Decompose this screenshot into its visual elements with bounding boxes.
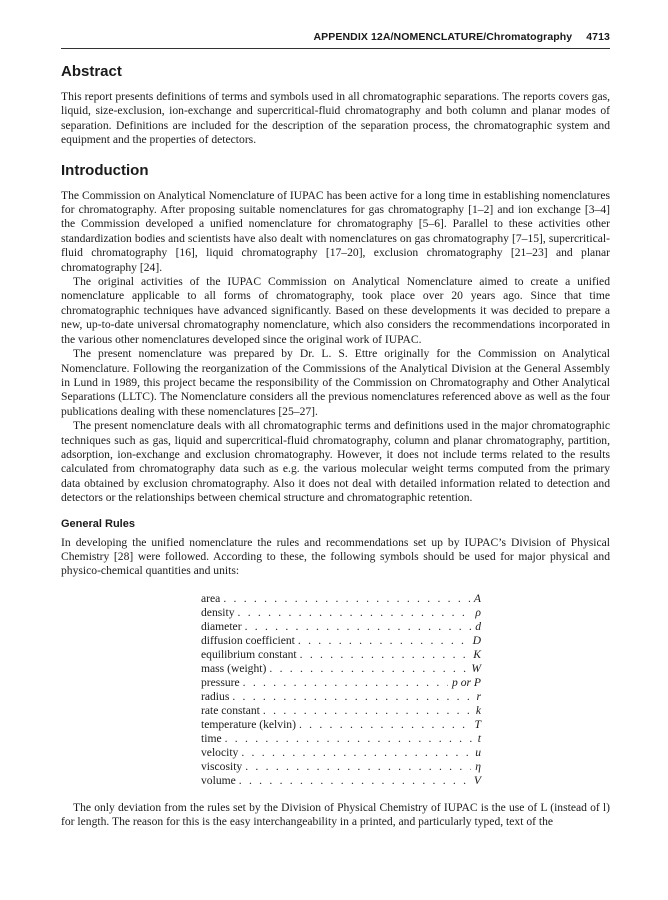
page-number: 4713 bbox=[586, 31, 610, 43]
quantity-name: time bbox=[201, 731, 222, 745]
quantity-symbol: r bbox=[476, 689, 481, 703]
abstract-heading: Abstract bbox=[61, 63, 122, 80]
symbol-row bbox=[201, 774, 481, 788]
leader-dots bbox=[245, 760, 471, 774]
leader-dots bbox=[223, 592, 470, 606]
quantity-name: rate constant bbox=[201, 703, 260, 717]
leader-dots bbox=[225, 732, 474, 746]
introduction-section bbox=[61, 162, 610, 506]
quantity-symbol: η bbox=[475, 759, 481, 773]
symbol-row bbox=[201, 718, 481, 732]
leader-dots bbox=[232, 690, 472, 704]
quantity-symbol: k bbox=[475, 703, 481, 717]
quantity-name: mass (weight) bbox=[201, 661, 267, 675]
quantity-name: diameter bbox=[201, 619, 242, 633]
quantity-symbol: W bbox=[471, 661, 481, 675]
symbol-row bbox=[201, 746, 481, 760]
intro-paragraph: The present nomenclature was prepared by Dr. L. S. Ettre originally for the Commission on Analytical Nomenclature. Following the reorganization of the Commissions of the Analytical Division at the General Assembly in Lund in 1989, this project became the responsibility of the Commission on Chromatography and Other Analytical Separations (LLTC). The Nomenclature considers all the previous nomenclatures referenced above as well as the four publications dealing with these nomenclatures [25–27]. bbox=[61, 347, 610, 418]
quantity-symbol: u bbox=[475, 745, 481, 759]
quantity-name: density bbox=[201, 605, 235, 619]
symbol-row bbox=[201, 704, 481, 718]
symbol-row bbox=[201, 662, 481, 676]
quantity-name: volume bbox=[201, 773, 236, 787]
quantity-name: area bbox=[201, 591, 221, 605]
symbol-row bbox=[201, 648, 481, 662]
leader-dots bbox=[245, 620, 472, 634]
general-rules-section bbox=[61, 517, 610, 830]
quantity-name: equilibrium constant bbox=[201, 647, 297, 661]
symbol-list bbox=[201, 592, 481, 788]
symbol-row bbox=[201, 732, 481, 746]
leader-dots bbox=[238, 606, 472, 620]
quantity-name: radius bbox=[201, 689, 230, 703]
quantity-symbol: d bbox=[475, 619, 481, 633]
general-rules-intro: In developing the unified nomenclature the rules and recommendations set up by IUPAC’s Division of Physical Chemistry [28] were followed. According to these, the following symbols should be used for major physical and physico-chemical quantities and units: bbox=[61, 535, 610, 578]
quantity-name: temperature (kelvin) bbox=[201, 717, 296, 731]
symbol-row bbox=[201, 634, 481, 648]
quantity-symbol: V bbox=[473, 773, 481, 787]
symbol-row bbox=[201, 690, 481, 704]
abstract-text: This report presents definitions of terms and symbols used in all chromatographic separations. The reports covers gas, liquid, size-exclusion, ion-exchange and supercritical-fluid chromatography and both column and planar modes of separation. Definitions are included for the description of the separation process, the chromatographic system and equipment and the properties of detectors. bbox=[61, 90, 610, 147]
quantity-symbol: A bbox=[473, 591, 481, 605]
quantity-symbol: t bbox=[477, 731, 481, 745]
symbol-row bbox=[201, 760, 481, 774]
leader-dots bbox=[263, 704, 472, 718]
leader-dots bbox=[269, 662, 467, 676]
leader-dots bbox=[300, 648, 470, 662]
article-body bbox=[61, 63, 610, 830]
introduction-heading: Introduction bbox=[61, 161, 149, 179]
quantity-name: velocity bbox=[201, 745, 239, 759]
quantity-symbol: p or P bbox=[452, 675, 481, 689]
intro-paragraph: The present nomenclature deals with all chromatographic terms and definitions used in the major chromatographic techniques such as gas, liquid and supercritical-fluid chromatography, column and planar chromatography, partition, adsorption, ion-exchange and exclusion chromatography. However, it does not include terms related to the results calculated from chromatography data such as e.g. the various molecular weight terms computed from the primary data obtained by exclusion chromatography. Also it does not deal with detailed information related to detection and detectors or the relationships between chemical structure and chromatographic retention. bbox=[61, 419, 610, 505]
general-rules-closing: The only deviation from the rules set by the Division of Physical Chemistry of IUPAC is the use of L (instead of l) for length. The reason for this is the easy interchangeability in a printed, and particularly typed, text of the bbox=[61, 800, 610, 829]
symbol-row bbox=[201, 592, 481, 606]
quantity-symbol: D bbox=[472, 633, 481, 647]
leader-dots bbox=[243, 676, 448, 690]
quantity-symbol: T bbox=[474, 717, 481, 731]
symbol-row bbox=[201, 620, 481, 634]
leader-dots bbox=[299, 718, 471, 732]
general-rules-heading: General Rules bbox=[61, 517, 135, 530]
leader-dots bbox=[239, 774, 470, 788]
header-rule bbox=[61, 48, 610, 49]
intro-paragraph: The original activities of the IUPAC Commission on Analytical Nomenclature aimed to create a unified nomenclature applicable to all forms of chromatography, took place over 20 years ago. Since that time chromatographic techniques have advanced significantly. Based on these developments it was decided to prepare a new, up-to-date universal chromatography nomenclature, which also considers the recommendations incorporated in the various other nomenclatures developed since the original work of IUPAC. bbox=[61, 275, 610, 346]
quantity-name: pressure bbox=[201, 675, 240, 689]
running-header bbox=[313, 31, 610, 43]
symbol-row bbox=[201, 676, 481, 690]
leader-dots bbox=[298, 634, 469, 648]
quantity-name: diffusion coefficient bbox=[201, 633, 295, 647]
quantity-symbol: K bbox=[473, 647, 481, 661]
symbol-row bbox=[201, 606, 481, 620]
quantity-name: viscosity bbox=[201, 759, 243, 773]
leader-dots bbox=[241, 746, 471, 760]
abstract-section bbox=[61, 63, 610, 148]
quantity-symbol: ρ bbox=[475, 605, 481, 619]
intro-paragraph: The Commission on Analytical Nomenclature of IUPAC has been active for a long time in establishing nomenclatures for chromatography. After proposing suitable nomenclatures for gas chromatography [1–2] and ion exchange [3–4] the Commission developed a unified nomenclature for chromatography [5–6]. Parallel to these activities other standardization bodies and scientists have also dealt with nomenclatures on gas chromatography [7–15], supercritical-fluid chromatography [16], liquid chromatography [17–20], exclusion chromatography [21–23] and planar chromatography [24]. bbox=[61, 188, 610, 274]
running-title: APPENDIX 12A/NOMENCLATURE/Chromatography bbox=[313, 31, 573, 43]
